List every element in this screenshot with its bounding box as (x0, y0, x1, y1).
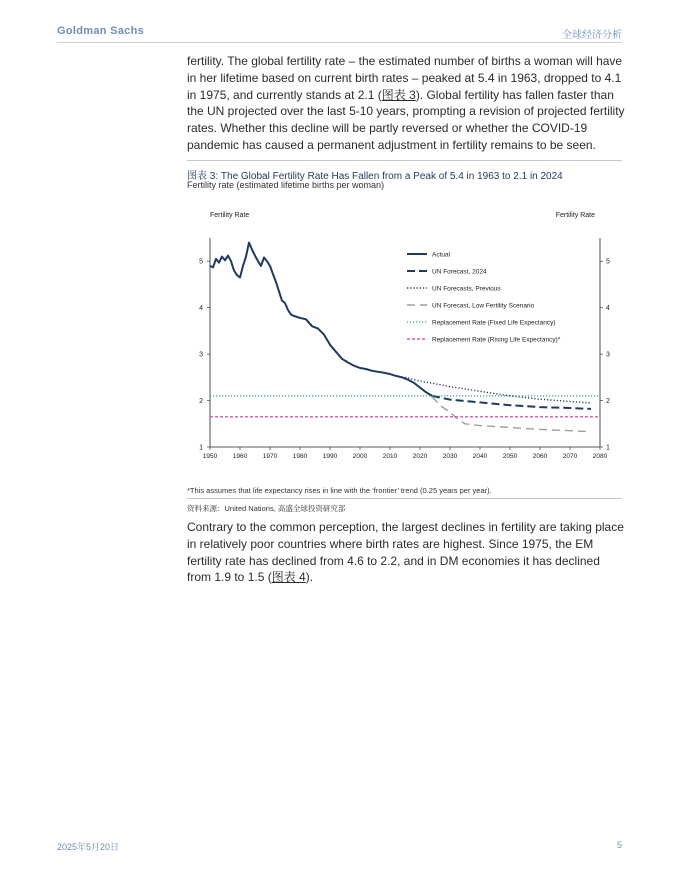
x-tick-label: 1950 (202, 453, 218, 460)
page-number: 5 (616, 840, 622, 850)
section-title: 全球经济分析 (562, 30, 622, 41)
x-tick-label: 2030 (442, 453, 458, 460)
figure-source: 资料来源：United Nations, 高盛全球投资研究部 (187, 504, 346, 513)
x-tick-label: 1970 (262, 453, 278, 460)
y-tick-label-right: 3 (606, 351, 610, 359)
y-tick-label-left: 5 (199, 258, 203, 266)
legend-label-actual: Actual (432, 251, 451, 259)
x-tick-label: 2060 (532, 453, 548, 460)
y-tick-label-left: 4 (199, 305, 203, 313)
figure-title: 图表 3: The Global Fertility Rate Has Fallen from a Peak of 5.4 in 1963 to 2.1 in 2024 (187, 171, 563, 182)
figure-3-link[interactable]: 图表 3 (381, 87, 416, 102)
y-tick-label-right: 4 (606, 305, 610, 313)
brand-name: Goldman Sachs (57, 25, 145, 37)
figure-subtitle: Fertility rate (estimated lifetime births per woman) (187, 180, 385, 190)
x-tick-label: 2000 (352, 453, 368, 460)
x-tick-label: 2080 (592, 453, 608, 460)
header-divider (57, 42, 622, 43)
x-tick-label: 2040 (472, 453, 488, 460)
series-line-un-forecast-low-fertility (432, 397, 591, 432)
series-line-un-forecast-2024 (432, 396, 591, 409)
series-line-actual (210, 243, 432, 396)
series-line-un-forecasts-previous (405, 377, 591, 403)
x-tick-label: 1960 (232, 453, 248, 460)
x-tick-label: 2070 (562, 453, 578, 460)
y-tick-label-right: 1 (606, 444, 610, 452)
legend-label-un-forecast-low-fertility: UN Forecast, Low Fertility Scenario (432, 302, 535, 310)
x-tick-label: 1990 (322, 453, 338, 460)
x-tick-label: 2050 (502, 453, 518, 460)
y-tick-label-left: 2 (199, 398, 203, 406)
y-axis-label-right: Fertility Rate (555, 212, 595, 219)
x-tick-label: 2020 (412, 453, 428, 460)
footer-date: 2025年5月20日 (57, 842, 120, 852)
paragraph-1: fertility. The global fertility rate – the estimated number of births a woman will have in her lifetime based on current birth rates – peaked at 5.4 in 1963, dropped to 4.1 in 1975, and currently stands at 2.1 (图表 3). Global fertility has fallen faster than the UN projected over the last 5-10 years, prompting a revision of projected fertility rates. Whether this decline will be partly reversed or whether the COVID-19 pandemic has caused a permanent adjustment in fertility remains to be seen. (187, 54, 625, 152)
x-tick-label: 1980 (292, 453, 308, 460)
legend-label-un-forecast-2024: UN Forecast, 2024 (432, 268, 487, 276)
legend-label-replacement-fixed: Replacement Rate (Fixed Life Expectancy) (432, 319, 556, 327)
fertility-chart (187, 205, 627, 477)
figure-top-divider (187, 160, 622, 161)
paragraph-2: Contrary to the common perception, the largest declines in fertility are taking place in relatively poor countries where birth rates are highest. Since 1975, the EM fertility rate has declined from 4.6 to 2.2, and in DM economies it has declined from 1.9 to 1.5 (图表 4). (187, 520, 624, 585)
y-tick-label-left: 3 (199, 351, 203, 359)
figure-footnote: *This assumes that life expectancy rises in line with the ‘frontier’ trend (0.25 years per year). (187, 486, 492, 495)
legend-label-un-forecasts-previous: UN Forecasts, Previous (432, 285, 501, 293)
figure-bottom-divider (187, 498, 622, 499)
figure-4-link[interactable]: 图表 4 (271, 570, 306, 585)
y-tick-label-left: 1 (199, 444, 203, 452)
y-tick-label-right: 2 (606, 398, 610, 406)
y-axis-label-left: Fertility Rate (210, 212, 250, 219)
x-tick-label: 2010 (382, 453, 398, 460)
y-tick-label-right: 5 (606, 258, 610, 266)
legend-label-replacement-rising: Replacement Rate (Rising Life Expectancy)* (432, 336, 561, 344)
